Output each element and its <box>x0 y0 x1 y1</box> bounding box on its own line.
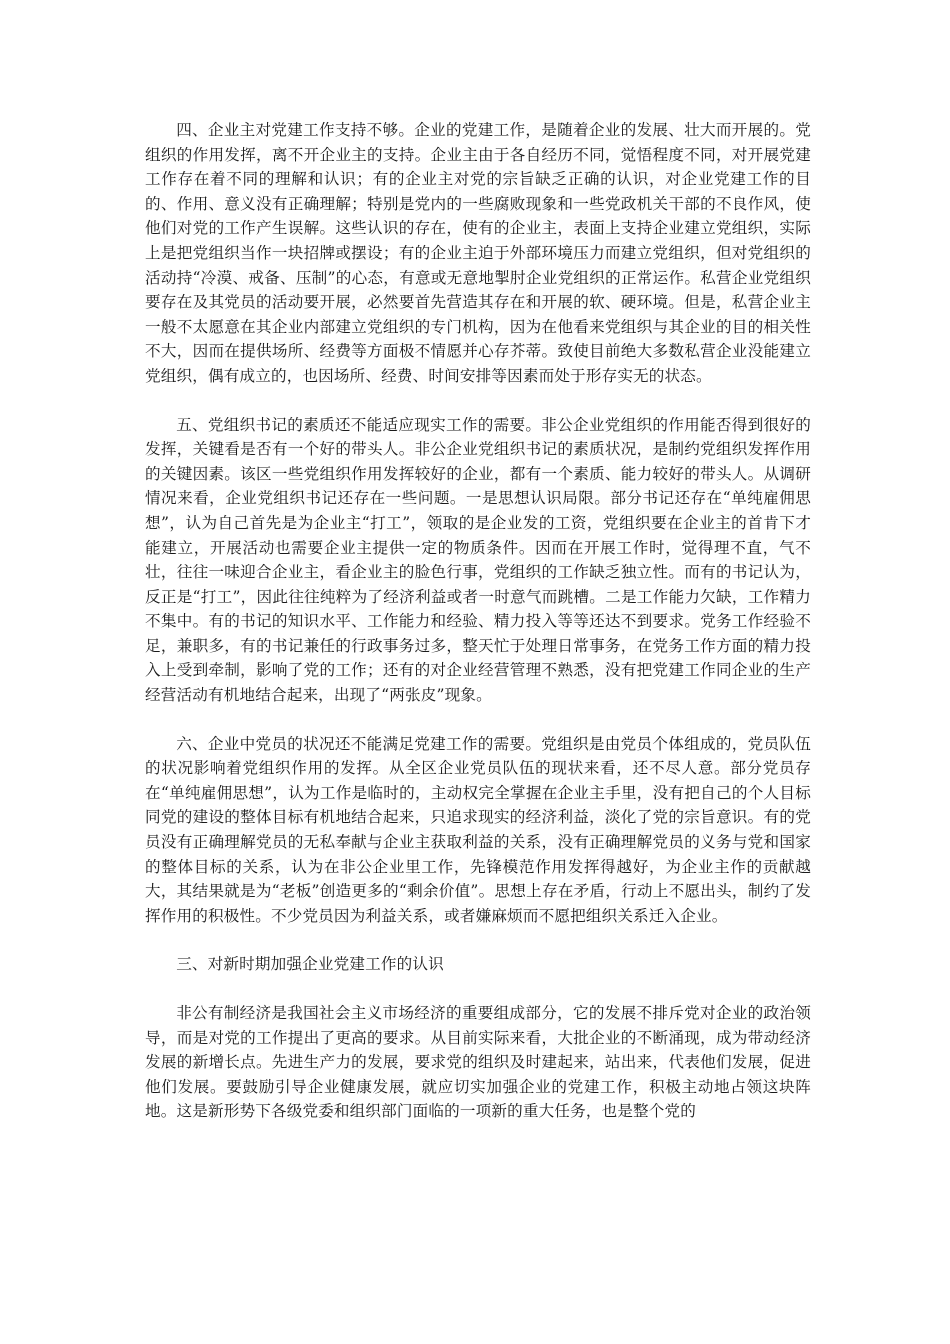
paragraph-party-member-status: 六、企业中党员的状况还不能满足党建工作的需要。党组织是由党员个体组成的，党员队伍的状况影响着党组织作用的发挥。从全区企业党员队伍的现状来看，还不尽人意。部分党员存在“单纯雇佣思想”，认为工作是临时的，主动权完全掌握在企业主手里，没有把自己的个人目标同党的建设的整体目标有机地结合起来，只追求现实的经济利益，淡化了党的宗旨意识。有的党员没有正确理解党员的无私奉献与企业主获取利益的关系，没有正确理解党员的义务与党和国家的整体目标的关系，认为在非公企业里工作，先锋模范作用发挥得越好，为企业主作的贡献越大，其结果就是为“老板”创造更多的“剩余价值”。思想上存在矛盾，行动上不愿出头，制约了发挥作用的积极性。不少党员因为利益关系，或者嫌麻烦而不愿把组织关系迁入企业。 <box>145 734 811 925</box>
paragraph-enterprise-owner-support: 四、企业主对党建工作支持不够。企业的党建工作，是随着企业的发展、壮大而开展的。党组织的作用发挥，离不开企业主的支持。企业主由于各自经历不同，觉悟程度不同，对开展党建工作存在着不同的理解和认识；有的企业主对党的宗旨缺乏正确的认识，对企业党建工作的目的、作用、意义没有正确理解；特别是党内的一些腐败现象和一些党政机关干部的不良作风，使他们对党的工作产生误解。这些认识的存在，使有的企业主，表面上支持企业建立党组织，实际上是把党组织当作一块招牌或摆设；有的企业主迫于外部环境压力而建立党组织，但对党组织的活动持“冷漠、戒备、压制”的心态，有意或无意地掣肘企业党组织的正常运作。私营企业党组织要存在及其党员的活动要开展，必然要首先营造其存在和开展的软、硬环境。但是，私营企业主一般不太愿意在其企业内部建立党组织的专门机构，因为在他看来党组织与其企业的目的相关性不大，因而在提供场所、经费等方面极不情愿并心存芥蒂。致使目前绝大多数私营企业没能建立党组织，偶有成立的，也因场所、经费、时间安排等因素而处于形存实无的状态。 <box>145 121 811 385</box>
paragraph-party-secretary-quality: 五、党组织书记的素质还不能适应现实工作的需要。非公企业党组织的作用能否得到很好的发挥，关键看是否有一个好的带头人。非公企业党组织书记的素质状况，是制约党组织发挥作用的关键因素。该区一些党组织作用发挥较好的企业，都有一个素质、能力较好的带头人。从调研情况来看，企业党组织书记还存在一些问题。一是思想认识局限。部分书记还存在“单纯雇佣思想”，认为自己首先是为企业主“打工”，领取的是企业发的工资，党组织要在企业主的首肯下才能建立，开展活动也需要企业主提供一定的物质条件。因而在开展工作时，觉得理不直，气不壮，往往一味迎合企业主，看企业主的脸色行事，党组织的工作缺乏独立性。而有的书记认为，反正是“打工”，因此往往纯粹为了经济利益或者一时意气而跳槽。二是工作能力欠缺，工作精力不集中。有的书记的知识水平、工作能力和经验、精力投入等等还达不到要求。党务工作经验不足，兼职多，有的书记兼任的行政事务过多，整天忙于处理日常事务，在党务工作方面的精力投入上受到牵制，影响了党的工作；还有的对企业经营管理不熟悉，没有把党建工作同企业的生产经营活动有机地结合起来，出现了“两张皮”现象。 <box>145 415 811 705</box>
document-page <box>145 118 811 1124</box>
section-heading-new-era-understanding: 三、对新时期加强企业党建工作的认识 <box>176 955 444 974</box>
paragraph-non-public-economy: 非公有制经济是我国社会主义市场经济的重要组成部分，它的发展不排斥党对企业的政治领导，而是对党的工作提出了更高的要求。从目前实际来看，大批企业的不断涌现，成为带动经济发展的新增长点。先进生产力的发展，要求党的组织及时建起来，站出来，代表他们发展，促进他们发展。要鼓励引导企业健康发展，就应切实加强企业的党建工作，积极主动地占领这块阵地。这是新形势下各级党委和组织部门面临的一项新的重大任务，也是整个党的 <box>145 1004 811 1121</box>
